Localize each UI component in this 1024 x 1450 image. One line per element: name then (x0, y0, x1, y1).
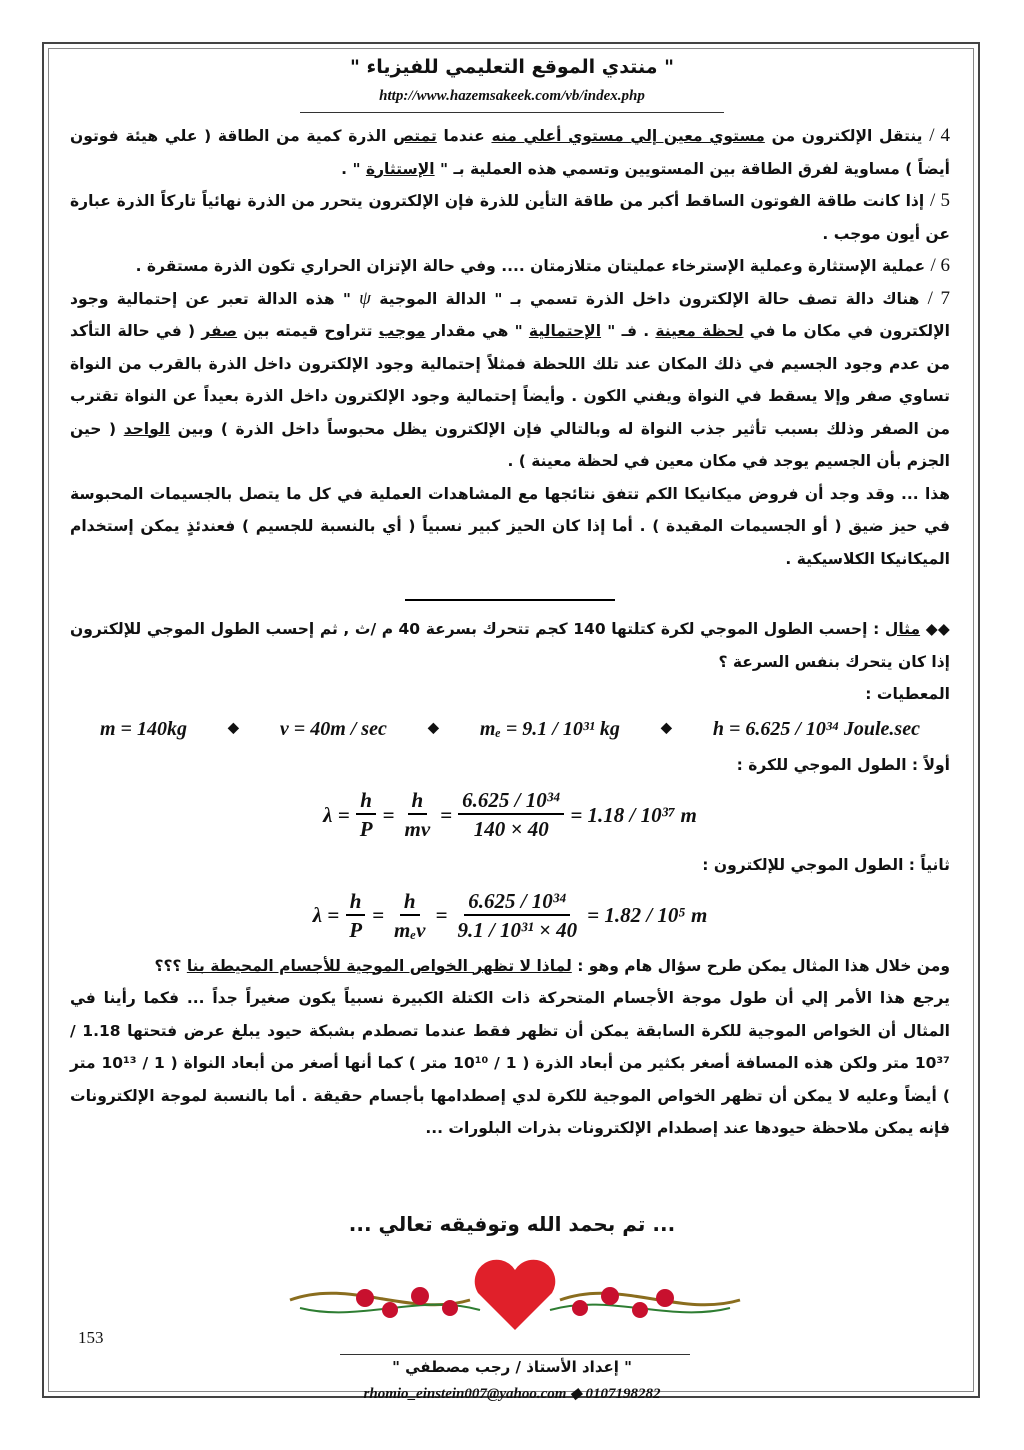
text: هناك دالة تصف حالة الإلكترون داخل الذرة تسمي بـ " الدالة الموجية (379, 289, 920, 308)
denominator: mv (404, 817, 431, 841)
footer-contact: rhomio_einstein007@yahoo.com ◆ 0107198282 (363, 1386, 661, 1402)
diamond-icon: ◆ (427, 721, 439, 737)
givens-label: المعطيات : (865, 685, 950, 703)
diamond-icon: ◆ (660, 721, 672, 737)
text: عندما (443, 127, 485, 145)
item-number: 7 / (927, 287, 950, 309)
question-line (70, 950, 950, 983)
paragraph-quantum-classical: هذا ... وقد وجد أن فروض ميكانيكا الكم تتفق نتائجها مع المشاهدات العملية في كل ما يتصل بالجسيمات المحبوسة في حيز ضيق ( أو الجسيمات المقيدة ) . أما إذا كان الحيز كبير نسبياً ( أي بالنسبة للجسيم ) فعندئذٍ يمكن إستخدام الميكانيكا الكلاسيكية . (70, 484, 950, 568)
section-separator (405, 599, 615, 601)
text: تتراوح قيمته بين (243, 322, 373, 340)
given-planck: h = 6.625 / 10³⁴ Joule.sec (712, 718, 920, 741)
bullet-icon: ◆◆ (925, 620, 950, 638)
numerator: h (408, 787, 428, 815)
formula-result: = 1.18 / 10³⁷ m (570, 802, 697, 827)
numerator: 6.625 / 10³⁴ (464, 888, 570, 916)
fraction (390, 888, 429, 944)
text: ينتقل الإلكترون من (771, 127, 923, 145)
text: ؟؟؟ (154, 956, 182, 975)
numerator: 6.625 / 10³⁴ (458, 787, 564, 815)
closing-line: ... تم بحمد الله وتوفيقه تعالي ... (348, 1212, 676, 1236)
underlined-text: الواحد (123, 419, 170, 438)
fraction (458, 787, 564, 843)
underlined-text: لحظة معينة (655, 322, 744, 340)
header-divider (300, 112, 724, 113)
forum-header-title: " منتدي الموقع التعليمي للفيزياء " (350, 56, 674, 78)
underlined-text: مستوي معين إلي مستوي أعلي منه (491, 127, 765, 145)
first-part-label: أولاً : الطول الموجي للكرة : (736, 755, 950, 774)
numerator: h (400, 888, 420, 916)
denominator: 140 × 40 (473, 817, 549, 841)
paragraph-5 (70, 185, 950, 250)
footer-divider (340, 1354, 690, 1355)
heart-icon (475, 1260, 556, 1330)
given-velocity: v = 40m / sec (279, 718, 387, 741)
fraction (345, 888, 366, 944)
fraction (453, 888, 581, 944)
text: ومن خلال هذا المثال يمكن طرح سؤال هام وهو : (577, 956, 950, 975)
underlined-text: صفر (201, 322, 238, 340)
numerator: h (346, 888, 366, 916)
formula-electron-wavelength: λ = $\frac{h}{P}$ = $\frac{h}{\text{mₑv}}$ = $\frac{\text{6.625 / 10³⁴}}{\text{9.1 / 10³¹ × 40}}$ = 1.82 / 10⁵ m (312, 888, 708, 942)
formula-lhs: λ = (312, 903, 340, 928)
numerator: h (356, 787, 376, 815)
diamond-icon: ◆ (228, 721, 239, 737)
formula-lhs: λ = (323, 802, 350, 827)
item-number: 4 / (929, 125, 951, 146)
given-electron-mass: mₑ = 9.1 / 10³¹ kg (479, 718, 620, 741)
denominator: P (359, 817, 373, 841)
example-statement (70, 613, 950, 678)
denominator: mₑv (394, 917, 426, 942)
example-label: مثال (884, 620, 921, 638)
fraction (356, 787, 377, 843)
denominator: P (349, 917, 363, 942)
page-content (70, 120, 950, 1145)
text: عملية الإستثارة وعملية الإسترخاء عمليتان متلازمتان .... وفي حالة الإتزان الحراري تكون الذرة مستقرة . (135, 257, 926, 275)
page-number: 153 (78, 1328, 104, 1347)
paragraph-7 (70, 283, 950, 478)
underlined-text: الإحتمالية (528, 322, 602, 340)
psi-symbol: ψ (359, 287, 371, 309)
text: " هذه الدالة تعبر عن إحتمالية وجود الإلكترون في مكان ما في (70, 289, 950, 340)
givens-row (70, 711, 950, 749)
formula-result: = 1.82 / 10⁵ m (587, 903, 708, 928)
paragraph-6 (70, 250, 950, 283)
footer-author: " إعداد الأستاذ / رجب مصطفي " (392, 1358, 632, 1376)
underlined-text: موجب (378, 322, 426, 340)
underlined-text: تمتص (393, 127, 437, 145)
text: . فـ " (607, 322, 650, 340)
item-number: 6 / (930, 255, 950, 276)
text: " هي مقدار (431, 322, 523, 340)
heart-roses-ornament (270, 1248, 760, 1338)
paragraph-4 (70, 120, 950, 185)
text: ( في حالة التأكد من عدم وجود الجسيم في ذلك المكان عند تلك اللحظة فمثلاً إحتمالية وجود الإلكترون داخل الذرة بالقرب من النواة تساوي صفر وإلا يسقط في النواة ويفني الكون . وأيضاً إحتمالية وجود الإلكترون داخل الذرة بعيداً عن النواة تقترب من الصفر وذلك بسبب تأثير جذب النواة له وبالتالي فإن الإلكترون يظل محبوساً داخل الذرة ) وبين (70, 322, 950, 438)
denominator: 9.1 / 10³¹ × 40 (457, 917, 578, 942)
text: ( حين الجزم بأن الجسيم يوجد في مكان معين في لحظة معينة ) . (70, 419, 950, 470)
forum-url[interactable]: http://www.hazemsakeek.com/vb/index.php (379, 88, 645, 104)
underlined-question: لماذا لا تظهر الخواص الموجية للأجسام المحيطة بنا (186, 956, 572, 975)
underlined-text: الإستثارة (365, 159, 435, 178)
fraction (401, 787, 435, 843)
given-mass: m = 140kg (100, 718, 187, 741)
item-number: 5 / (930, 190, 950, 211)
formula-ball-wavelength: λ = $\frac{h}{P}$ = $\frac{h}{mv}$ = $\frac{\text{6.625 / 10³⁴}}{140 \times 40}$ = 1.18 / 10³⁷ m (323, 788, 697, 841)
example-text: : إحسب الطول الموجي لكرة كتلتها 140 كجم تتحرك بسرعة 40 م /ث , ثم إحسب الطول الموجي للإلكترون إذا كان يتحرك بنفس السرعة ؟ (70, 620, 950, 671)
discussion-paragraph: يرجع هذا الأمر إلي أن طول موجة الأجسام المتحركة ذات الكتلة الكبيرة نسبياً يكون صغيراً جداً ... فكما رأينا في المثال أن الخواص الموجية للكرة السابقة يمكن أن تظهر فقط عندما تصطدم بشبكة حيود يبلغ عرض فتحتها 1.18 / 10³⁷ متر ولكن هذه المسافة أصغر بكثير من أبعاد الذرة ( 1 / 10¹⁰ متر ) كما أنها أصغر من أبعاد النواة ( 1 / 10¹³ متر ) أيضاً وعليه لا يمكن أن تظهر الخواص الموجية للكرة لدي إصطدامها بأجسام حقيقة . أما بالنسبة لموجة الإلكترونات فإنه يمكن ملاحظة حيودها عند إصطدام الإلكترونات بذرات البلورات ... (70, 989, 950, 1137)
text: إذا كانت طاقة الفوتون الساقط أكبر من طاقة التأين للذرة فإن الإلكترون يتحرر من الذرة نهائياً تاركاً الذرة عبارة عن أيون موجب . (70, 192, 950, 243)
second-part-label: ثانياً : الطول الموجي للإلكترون : (702, 856, 950, 874)
text: الذرة كمية من الطاقة ( علي هيئة فوتون أيضاً ) مساوية لفرق الطاقة بين المستويين وتسمي هذه العملية بـ " (70, 127, 950, 178)
text: " . (341, 159, 361, 178)
